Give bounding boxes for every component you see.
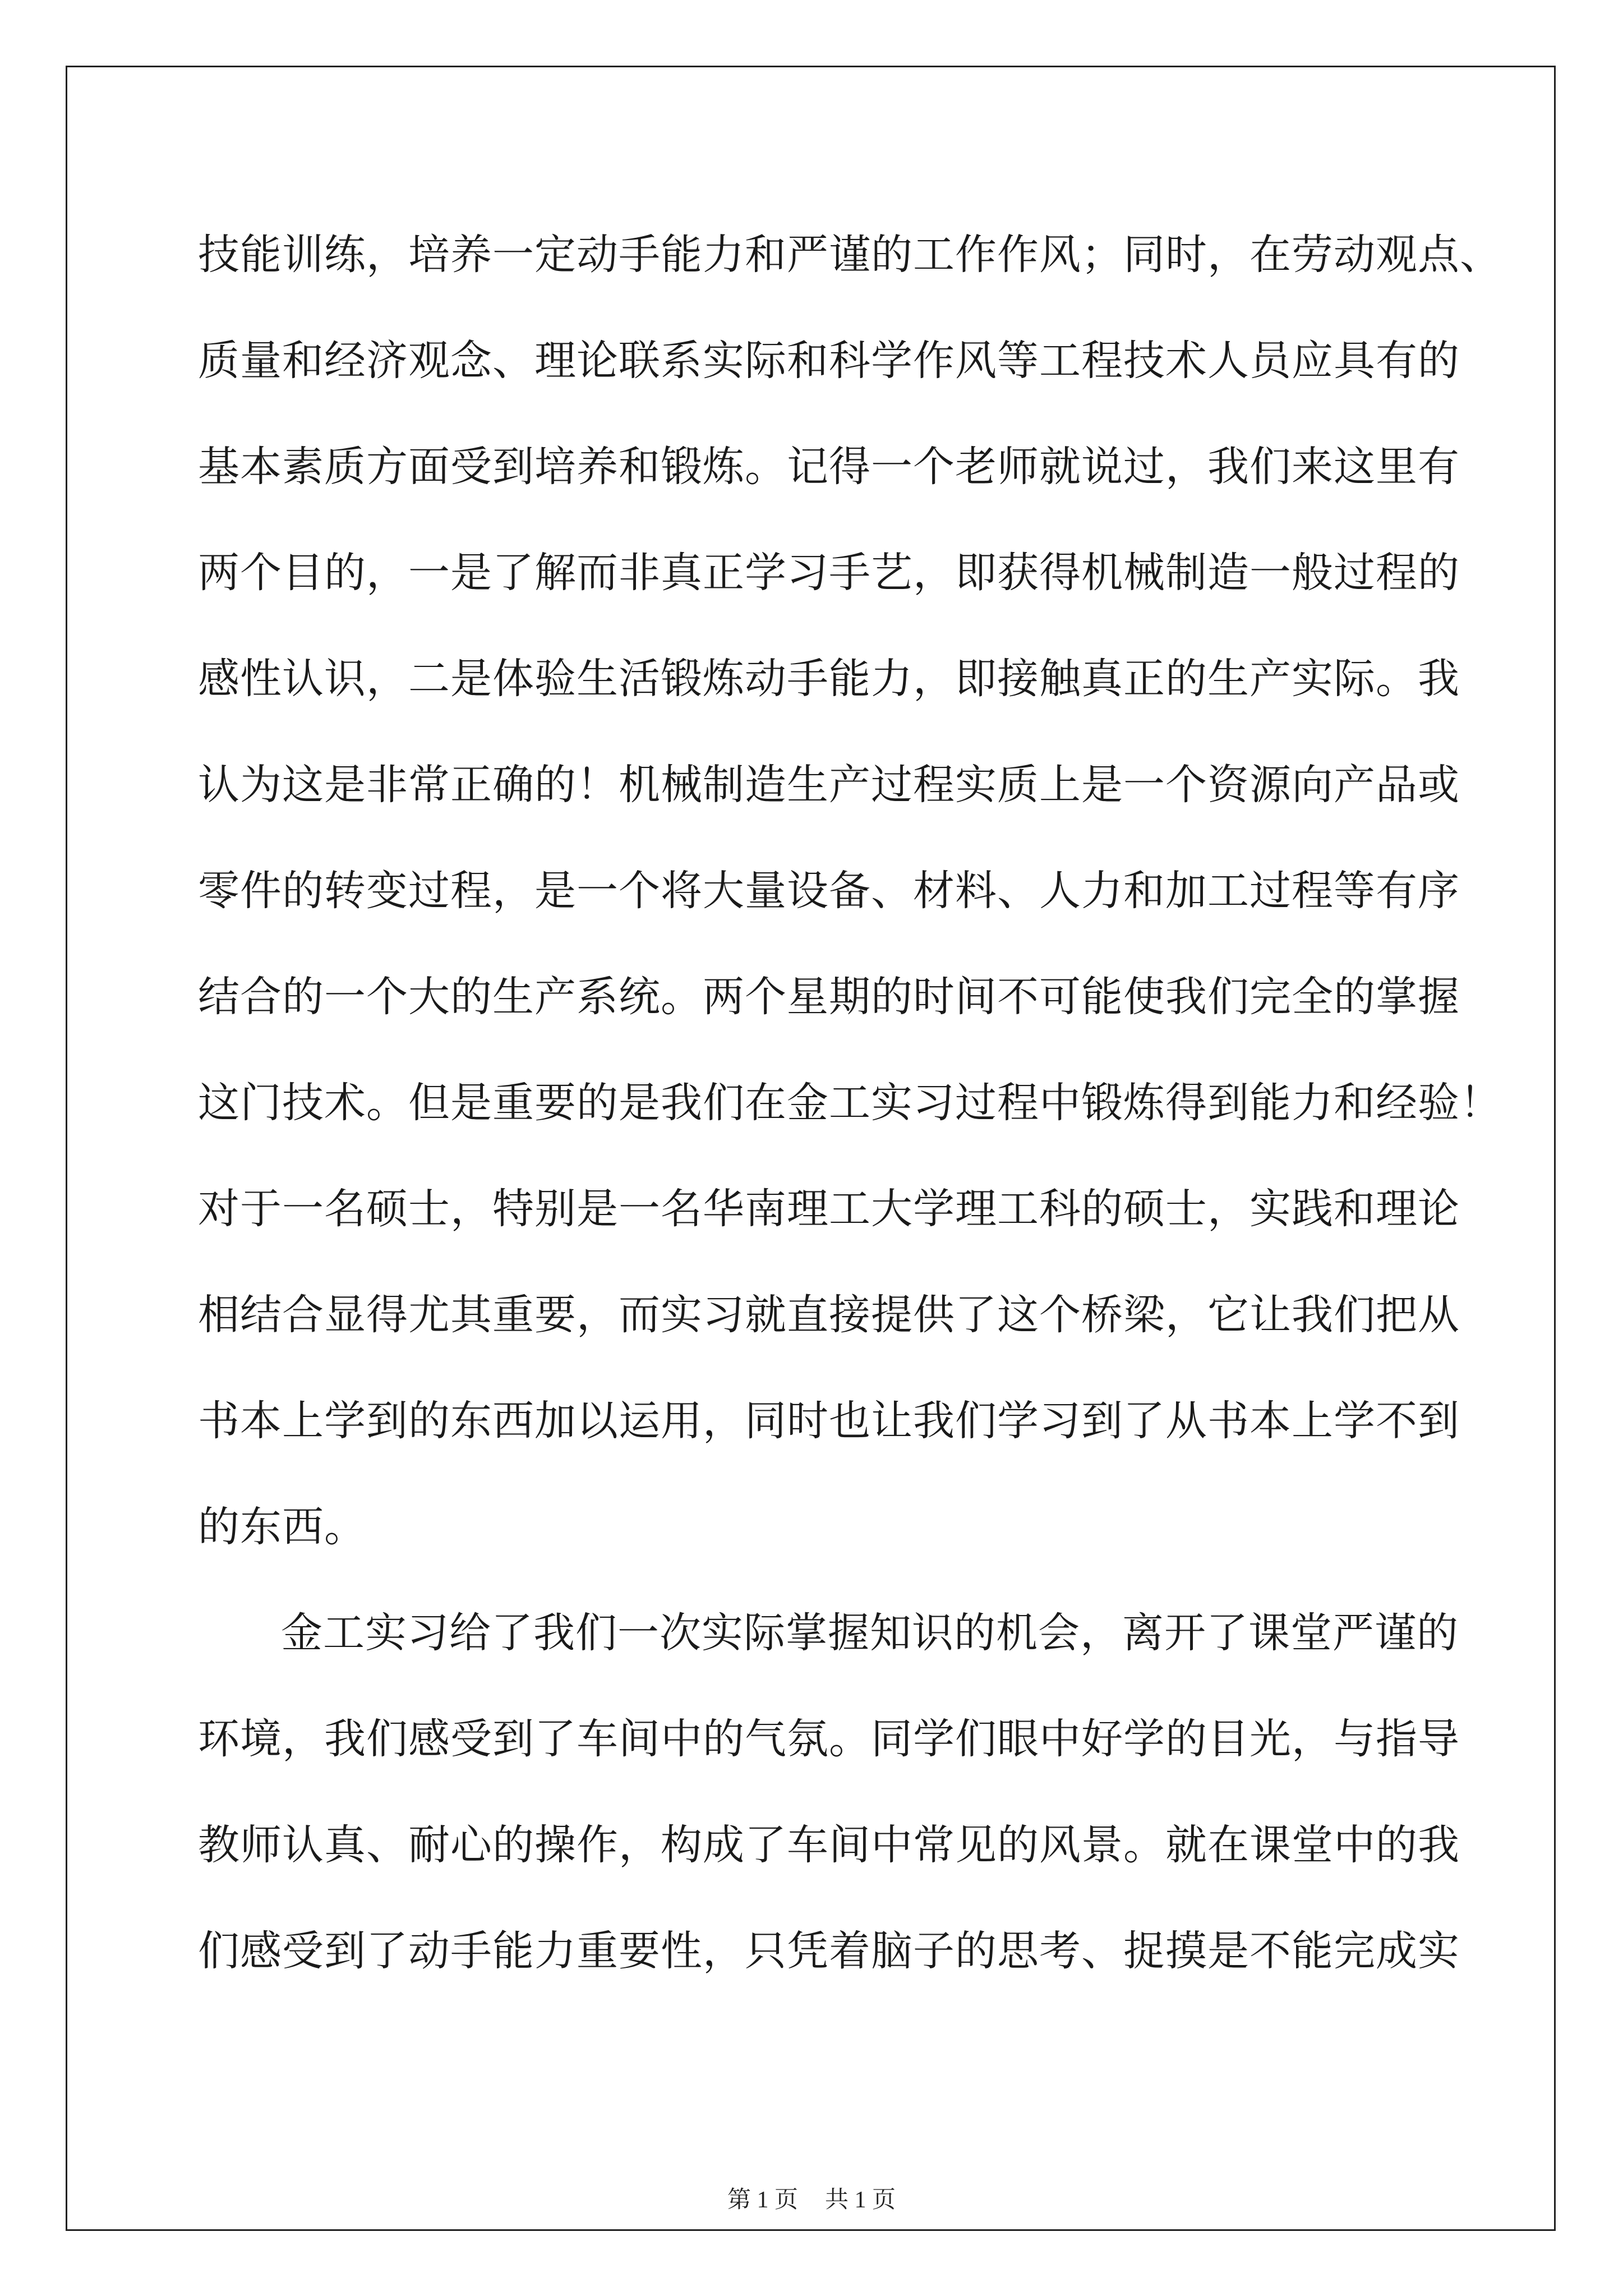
text-line: 对于一名硕士，特别是一名华南理工大学理工科的硕士，实践和理论 xyxy=(198,1185,1460,1233)
text-line: 们感受到了动手能力重要性，只凭着脑子的思考、捉摸是不能完成实 xyxy=(198,1927,1460,1975)
text-line: 相结合显得尤其重要，而实习就直接提供了这个桥梁，它让我们把从 xyxy=(198,1291,1460,1339)
page-footer xyxy=(0,2181,1623,2215)
document-body xyxy=(198,202,1502,2004)
text-line: 认为这是非常正确的！机械制造生产过程实质上是一个资源向产品或 xyxy=(198,761,1460,809)
text-line: 质量和经济观念、理论联系实际和科学作风等工程技术人员应具有的 xyxy=(198,337,1460,385)
text-line: 感性认识，二是体验生活锻炼动手能力，即接触真正的生产实际。我 xyxy=(198,655,1460,703)
page-number: 第 1 页 xyxy=(727,2187,798,2213)
text-line: 金工实习给了我们一次实际掌握知识的机会，离开了课堂严谨的 xyxy=(281,1609,1459,1657)
text-line: 技能训练，培养一定动手能力和严谨的工作作风；同时，在劳动观点、 xyxy=(198,231,1502,279)
text-line: 书本上学到的东西加以运用，同时也让我们学习到了从书本上学不到 xyxy=(198,1397,1460,1445)
text-line: 教师认真、耐心的操作，构成了车间中常见的风景。就在课堂中的我 xyxy=(198,1821,1460,1869)
text-line: 两个目的，一是了解而非真正学习手艺，即获得机械制造一般过程的 xyxy=(198,549,1460,597)
page-total: 共 1 页 xyxy=(825,2187,896,2213)
paragraph-2 xyxy=(198,1580,1460,2004)
text-line: 的东西。 xyxy=(198,1503,366,1551)
text-line: 零件的转变过程，是一个将大量设备、材料、人力和加工过程等有序 xyxy=(198,867,1460,915)
text-line: 基本素质方面受到培养和锻炼。记得一个老师就说过，我们来这里有 xyxy=(198,443,1460,491)
text-line: 这门技术。但是重要的是我们在金工实习过程中锻炼得到能力和经验！ xyxy=(198,1079,1502,1127)
text-line: 环境，我们感受到了车间中的气氛。同学们眼中好学的目光，与指导 xyxy=(198,1715,1460,1763)
text-line: 结合的一个大的生产系统。两个星期的时间不可能使我们完全的掌握 xyxy=(198,973,1460,1021)
paragraph-1 xyxy=(198,202,1502,1580)
